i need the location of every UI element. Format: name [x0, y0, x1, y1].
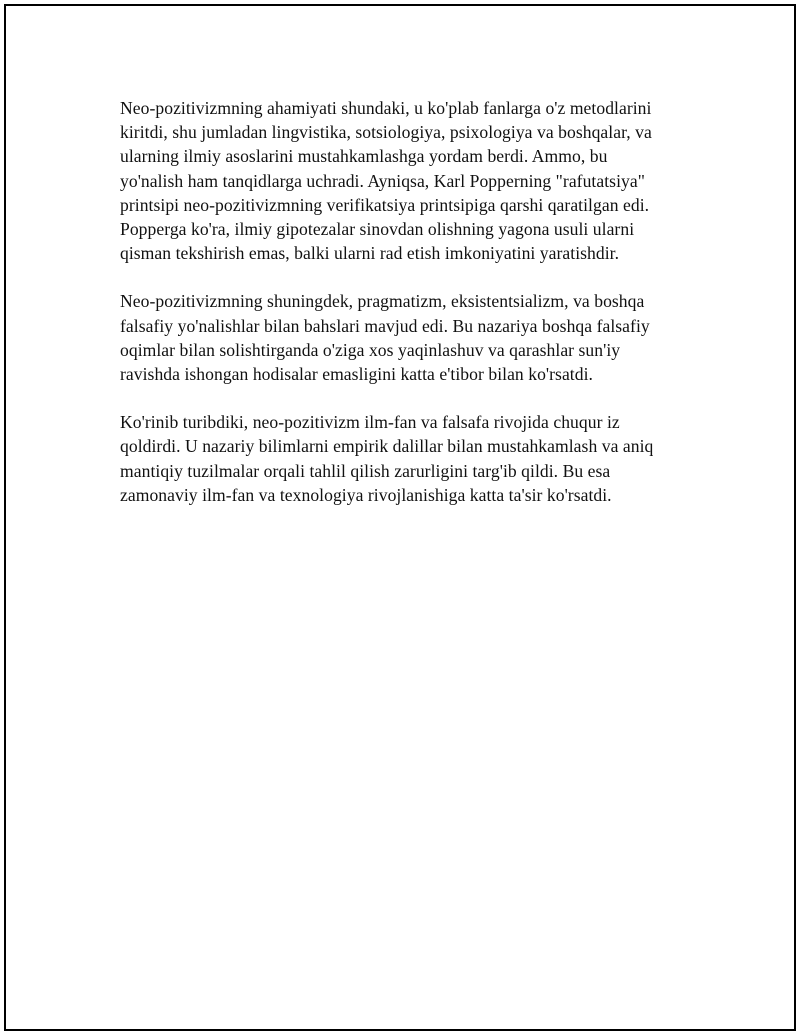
text-line: qisman tekshirish emas, balki ularni rad etish imkoniyatini yaratishdir. — [120, 243, 620, 264]
document-page — [4, 4, 796, 1031]
text-line: yo'nalish ham tanqidlarga uchradi. Ayniqsa, Karl Popperning "rafutatsiya" — [120, 170, 645, 191]
text-line: Neo-pozitivizmning shuningdek, pragmatizm, eksistentsializm, va boshqa — [120, 291, 645, 312]
text-line: falsafiy yo'nalishlar bilan bahslari mavjud edi. Bu nazariya boshqa falsafiy — [120, 315, 650, 336]
paragraph-2 — [120, 289, 684, 386]
text-line: qoldirdi. U nazariy bilimlarni empirik dalillar bilan mustahkamlash va aniq — [120, 436, 654, 457]
text-line: Ko'rinib turibdiki, neo-pozitivizm ilm-fan va falsafa rivojida chuqur iz — [120, 412, 620, 433]
text-line: printsipi neo-pozitivizmning verifikatsiya printsipiga qarshi qaratilgan edi. — [120, 194, 650, 215]
text-line: zamonaviy ilm-fan va texnologiya rivojlanishiga katta ta'sir ko'rsatdi. — [120, 484, 612, 505]
text-line: ravishda ishongan hodisalar emasligini katta e'tibor bilan ko'rsatdi. — [120, 364, 593, 385]
paragraph-3 — [120, 410, 684, 507]
text-line: Popperga ko'ra, ilmiy gipotezalar sinovdan olishning yagona usuli ularni — [120, 219, 635, 240]
document-body — [120, 96, 684, 531]
text-line: Neo-pozitivizmning ahamiyati shundaki, u ko'plab fanlarga o'z metodlarini — [120, 98, 652, 118]
paragraph-1 — [120, 96, 684, 265]
text-line: kiritdi, shu jumladan lingvistika, sotsiologiya, psixologiya va boshqalar, va — [120, 122, 652, 143]
text-line: mantiqiy tuzilmalar orqali tahlil qilish zarurligini targ'ib qildi. Bu esa — [120, 460, 611, 481]
text-line: ularning ilmiy asoslarini mustahkamlashga yordam berdi. Ammo, bu — [120, 146, 608, 167]
text-line: oqimlar bilan solishtirganda o'ziga xos yaqinlashuv va qarashlar sun'iy — [120, 339, 621, 360]
